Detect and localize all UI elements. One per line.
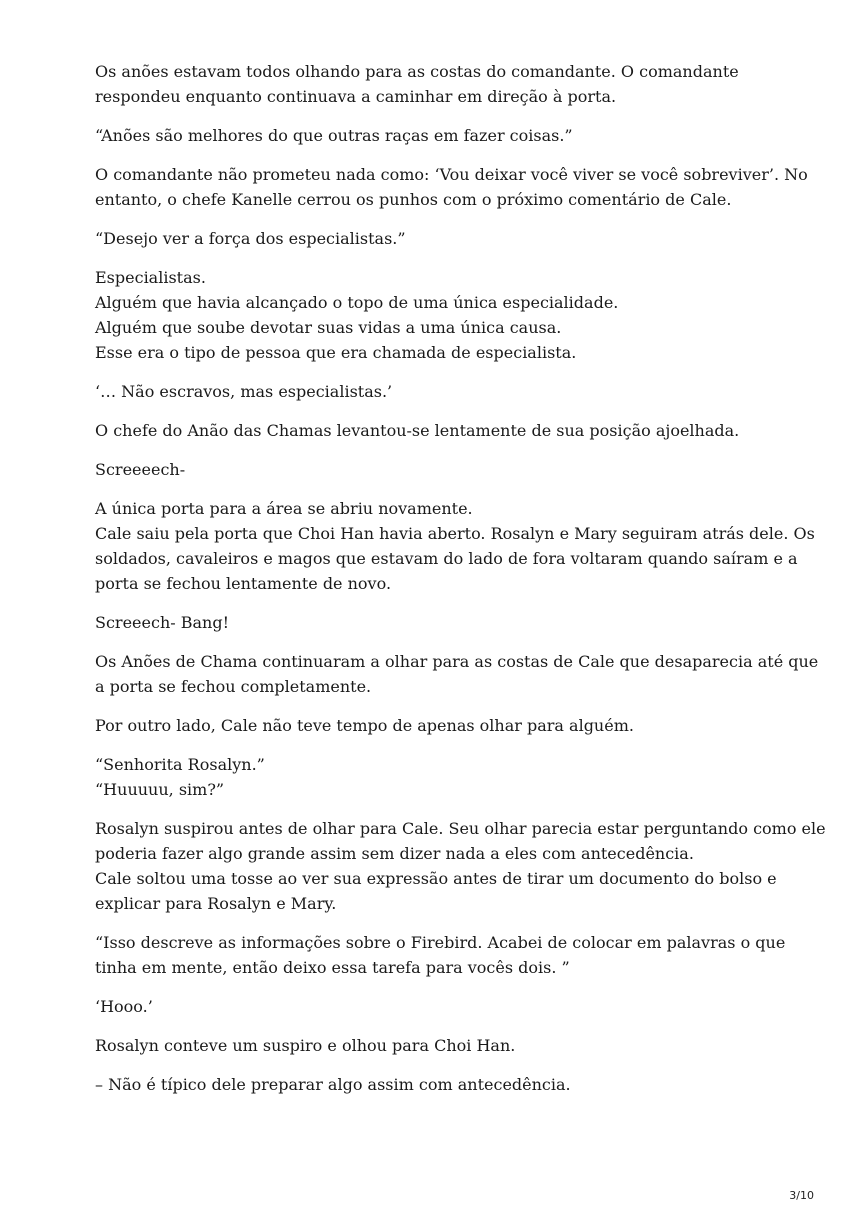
text-line: ‘… Não escravos, mas especialistas.’ <box>95 382 393 401</box>
text-line: “Anões são melhores do que outras raças em fazer coisas.” <box>95 126 573 145</box>
document-body <box>95 59 826 1111</box>
text-line: a porta se fechou completamente. <box>95 677 372 696</box>
text-line: Alguém que havia alcançado o topo de uma única especialidade. <box>95 293 619 312</box>
paragraph-14 <box>95 816 826 916</box>
paragraph-13 <box>95 752 795 802</box>
paragraph-2 <box>95 123 795 148</box>
text-line: Por outro lado, Cale não teve tempo de apenas olhar para alguém. <box>95 716 634 735</box>
text-line: Screeeech- <box>95 460 186 479</box>
paragraph-9 <box>95 496 815 596</box>
paragraph-18 <box>95 1072 795 1097</box>
text-line: “Desejo ver a força dos especialistas.” <box>95 229 406 248</box>
text-line: Screeech- Bang! <box>95 613 230 632</box>
text-line: poderia fazer algo grande assim sem dizer nada a eles com antecedência. <box>95 844 694 863</box>
paragraph-1 <box>95 59 795 109</box>
paragraph-16 <box>95 994 795 1019</box>
text-line: entanto, o chefe Kanelle cerrou os punhos com o próximo comentário de Cale. <box>95 190 732 209</box>
text-line: “Senhorita Rosalyn.” <box>95 755 265 774</box>
text-line: respondeu enquanto continuava a caminhar em direção à porta. <box>95 87 617 106</box>
page-number: 3/10 <box>789 1189 814 1202</box>
paragraph-5 <box>95 265 795 365</box>
paragraph-15 <box>95 930 795 980</box>
text-line: Esse era o tipo de pessoa que era chamada de especialista. <box>95 343 577 362</box>
paragraph-3 <box>95 162 808 212</box>
text-line: ‘Hooo.’ <box>95 997 153 1016</box>
paragraph-11 <box>95 649 819 699</box>
text-line: Alguém que soube devotar suas vidas a uma única causa. <box>95 318 562 337</box>
text-line: Cale soltou uma tosse ao ver sua expressão antes de tirar um documento do bolso e <box>95 869 777 888</box>
text-line: tinha em mente, então deixo essa tarefa para vocês dois. ” <box>95 958 570 977</box>
text-line: explicar para Rosalyn e Mary. <box>95 894 337 913</box>
text-line: O comandante não prometeu nada como: ‘Vou deixar você viver se você sobreviver’. No <box>95 165 808 184</box>
text-line: soldados, cavaleiros e magos que estavam do lado de fora voltaram quando saíram e a <box>95 549 798 568</box>
paragraph-12 <box>95 713 795 738</box>
paragraph-8 <box>95 457 795 482</box>
text-line: Cale saiu pela porta que Choi Han havia aberto. Rosalyn e Mary seguiram atrás dele. Os <box>95 524 815 543</box>
text-line: porta se fechou lentamente de novo. <box>95 574 392 593</box>
text-line: Rosalyn conteve um suspiro e olhou para Choi Han. <box>95 1036 516 1055</box>
text-line: Os Anões de Chama continuaram a olhar para as costas de Cale que desaparecia até que <box>95 652 819 671</box>
text-line: “Isso descreve as informações sobre o Firebird. Acabei de colocar em palavras o que <box>95 933 786 952</box>
paragraph-10 <box>95 610 795 635</box>
text-line: “Huuuuu, sim?” <box>95 780 225 799</box>
text-line: O chefe do Anão das Chamas levantou-se lentamente de sua posição ajoelhada. <box>95 421 740 440</box>
text-line: Rosalyn suspirou antes de olhar para Cale. Seu olhar parecia estar perguntando como ele <box>95 819 826 838</box>
paragraph-17 <box>95 1033 795 1058</box>
paragraph-6 <box>95 379 795 404</box>
text-line: – Não é típico dele preparar algo assim com antecedência. <box>95 1075 571 1094</box>
paragraph-4 <box>95 226 795 251</box>
text-line: Os anões estavam todos olhando para as costas do comandante. O comandante <box>95 62 739 81</box>
text-line: A única porta para a área se abriu novamente. <box>95 499 473 518</box>
text-line: Especialistas. <box>95 268 206 287</box>
paragraph-7 <box>95 418 795 443</box>
